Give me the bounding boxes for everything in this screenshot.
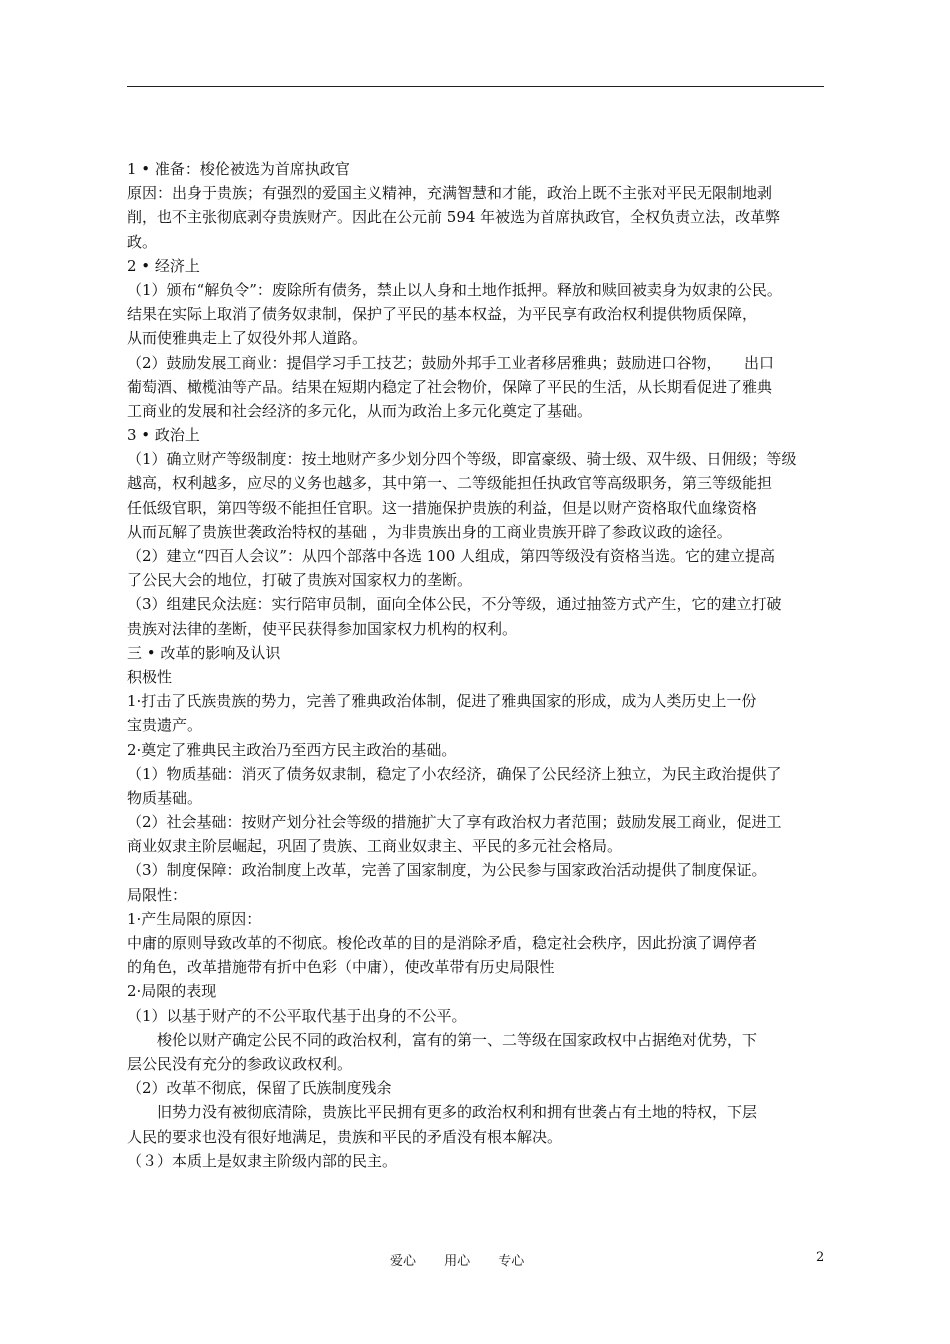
- text-line: 越高，权利越多，应尽的义务也越多，其中第一、二等级能担任执政官等高级职务，第三等级能担: [127, 474, 773, 493]
- text-line: 2·局限的表现: [127, 982, 217, 1001]
- text-line: 层公民没有充分的参政议政权利。: [127, 1054, 353, 1073]
- text-line: 从而使雅典走上了奴役外邦人道路。: [127, 329, 368, 348]
- text-line: 葡萄酒、橄榄油等产品。结果在短期内稳定了社会物价，保障了平民的生活，从长期看促进了雅典: [127, 377, 773, 396]
- text-line: （1）确立财产等级制度：按土地财产多少划分四个等级，即富豪级、骑士级、双牛级、日佣级；等级: [127, 450, 797, 469]
- header-rule: [127, 86, 824, 87]
- text-line: 的角色，改革措施带有折中色彩（中庸），使改革带有历史局限性: [127, 958, 555, 977]
- text-line: 任低级官职，第四等级不能担任官职。这一措施保护贵族的利益，但是以财产资格取代血缘资格: [127, 498, 758, 517]
- text-line: 原因：出身于贵族；有强烈的爱国主义精神，充满智慧和才能，政治上既不主张对平民无限制地剥: [127, 184, 773, 203]
- text-line: 梭伦以财产确定公民不同的政治权利，富有的第一、二等级在国家政权中占据绝对优势，下: [127, 1030, 758, 1049]
- text-line: 政。: [127, 232, 158, 251]
- text-line: （2）鼓励发展工商业：提倡学习手工技艺；鼓励外邦手工业者移居雅典；鼓励进口谷物， 出口: [127, 353, 775, 372]
- text-line: （1）以基于财产的不公平取代基于出身的不公平。: [127, 1006, 467, 1025]
- text-line: 积极性: [127, 667, 173, 686]
- text-line: （2）改革不彻底，保留了氏族制度残余: [127, 1079, 392, 1098]
- document-body: [127, 157, 827, 1173]
- text-line: 结果在实际上取消了债务奴隶制，保护了平民的基本权益，为平民享有政治权利提供物质保障，: [127, 305, 758, 324]
- text-line: （3）制度保障：政治制度上改革，完善了国家制度，为公民参与国家政治活动提供了制度保证。: [127, 861, 767, 880]
- text-line: （1）物质基础：消灭了债务奴隶制，稳定了小农经济，确保了公民经济上独立，为民主政治提供了: [127, 764, 782, 783]
- text-line: （2）社会基础：按财产划分社会等级的措施扩大了享有政治权力者范围；鼓励发展工商业，促进工: [127, 813, 782, 832]
- text-line: 物质基础。: [127, 788, 203, 807]
- text-line: 旧势力没有被彻底清除，贵族比平民拥有更多的政治权利和拥有世袭占有土地的特权，下层: [127, 1103, 758, 1122]
- text-line: 1 • 准备：梭伦被选为首席执政官: [127, 160, 350, 178]
- text-line: 贵族对法律的垄断，使平民获得参加国家权力机构的权利。: [127, 619, 518, 638]
- text-line: （3）组建民众法庭：实行陪审员制，面向全体公民，不分等级，通过抽签方式产生，它的建立打破: [127, 595, 782, 614]
- text-line: 3 • 政治上: [127, 426, 200, 445]
- text-line: 2·奠定了雅典民主政治乃至西方民主政治的基础。: [127, 740, 457, 759]
- text-line: 1·打击了氏族贵族的势力，完善了雅典政治体制，促进了雅典国家的形成，成为人类历史上一份: [127, 692, 757, 711]
- text-line: 工商业的发展和社会经济的多元化，从而为政治上多元化奠定了基础。: [127, 401, 593, 420]
- text-line: 人民的要求也没有很好地满足，贵族和平民的矛盾没有根本解决。: [127, 1127, 563, 1146]
- text-line: 1·产生局限的原因：: [127, 909, 262, 928]
- text-line: 中庸的原则导致改革的不彻底。梭伦改革的目的是消除矛盾，稳定社会秩序，因此扮演了调停者: [127, 934, 758, 952]
- text-line: 宝贵遗产。: [127, 716, 203, 735]
- footer-motto: 爱心 用心 专心: [390, 1254, 525, 1269]
- text-line: （2）建立“四百人会议”：从四个部落中各选 100 人组成，第四等级没有资格当选。它的建立提高: [127, 547, 776, 565]
- text-line: 削，也不主张彻底剥夺贵族财产。因此在公元前 594 年被选为首席执政官，全权负责立法，改革弊: [127, 208, 781, 227]
- text-line: 三 • 改革的影响及认识: [127, 643, 281, 662]
- text-line: 2 • 经济上: [127, 256, 200, 275]
- text-line: 从而瓦解了贵族世袭政治特权的基础 ，为非贵族出身的工商业贵族开辟了参政议政的途径。: [127, 522, 732, 541]
- page-number: 2: [816, 1250, 825, 1265]
- text-line: （３）本质上是奴隶主阶级内部的民主。: [127, 1151, 398, 1170]
- text-line: （1）颁布“解负令”：废除所有债务，禁止以人身和土地作抵押。释放和赎回被卖身为奴隶的公民。: [127, 280, 782, 299]
- text-line: 了公民大会的地位，打破了贵族对国家权力的垄断。: [127, 571, 473, 590]
- text-line: 商业奴隶主阶层崛起，巩固了贵族、工商业奴隶主、平民的多元社会格局。: [127, 837, 623, 856]
- text-line: 局限性：: [127, 885, 188, 904]
